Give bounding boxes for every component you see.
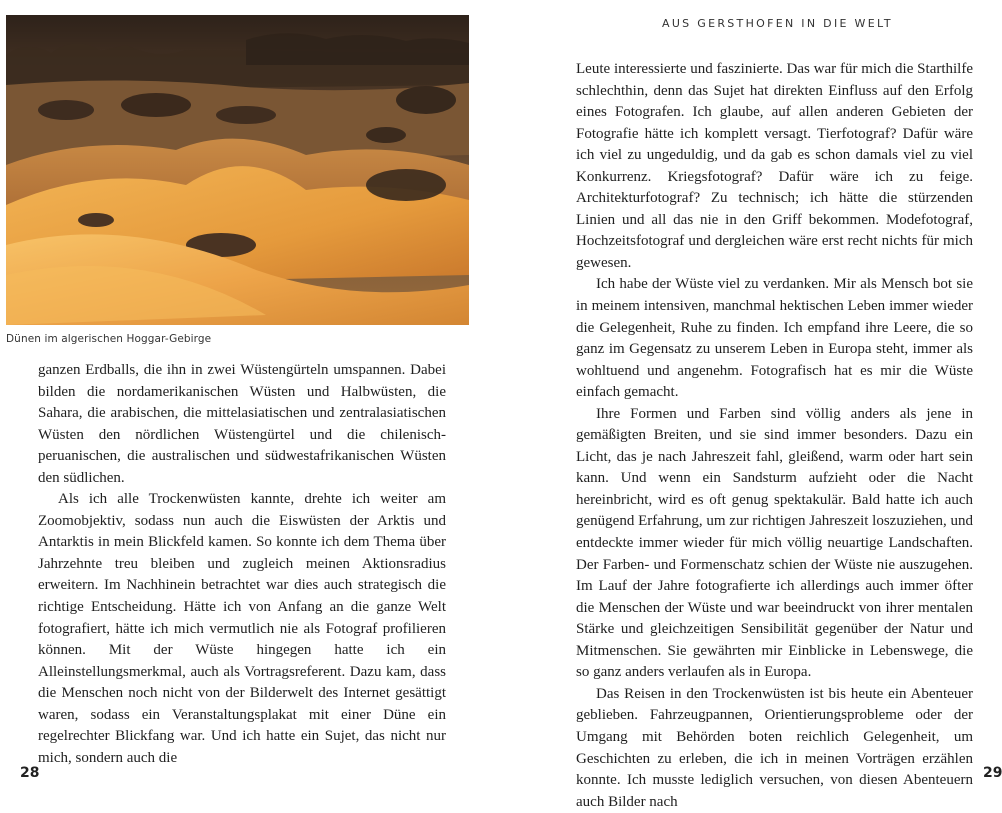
paragraph: Ich habe der Wüste viel zu verdanken. Mir als Mensch bot sie in meinem intensiven, manchmal hektischen Leben immer wieder die Gelegenheit, Ruhe zu finden. Ich empfand ihre Leere, die so ganz im Gegensatz zu unserem Leben in Europa steht, immer als wohltuend und angenehm. Fotografisch hat es mir die Wüste einfach gemacht. <box>576 276 973 401</box>
paragraph: Leute interessierte und faszinierte. Das war für mich die Starthilfe schlechthin, denn das Sujet hat direkten Einfluss auf den Erfolg eines Fotografen. Ich glaube, auf allen anderen Gebieten der Fotografie hätte ich komplett versagt. Tierfotograf? Dafür wäre ich viel zu ungeduldig, und da gab es schon damals viel zu viel Konkurrenz. Kriegsfotograf? Dafür wäre ich zu feige. Architekturfotograf? Zu technisch; ich hätte die stürzenden Linien und all das nie in den Griff bekommen. Modefotograf, Hochzeitsfotograf und dergleichen wäre erst recht nichts für mich gewesen. <box>576 61 973 271</box>
right-page <box>500 0 1002 810</box>
photo-caption: Dünen im algerischen Hoggar-Gebirge <box>6 333 212 345</box>
dunes-illustration <box>6 15 469 325</box>
paragraph: Das Reisen in den Trockenwüsten ist bis heute ein Abenteuer geblieben. Fahrzeugpannen, Orientierungsprobleme oder der Umgang mit Behörden boten reichlich Gelegenheit, um Geschichten zu erleben, die ich in meinen Vorträgen erzählen konnte. Ich musste lediglich versuchen, von diesen Abenteuern auch Bilder nach <box>576 685 973 810</box>
paragraph: Ihre Formen und Farben sind völlig anders als jene in gemäßigten Breiten, und sie sind immer besonders. Dazu ein Licht, das je nach Jahreszeit fahl, gleißend, warm oder hart sein kann. Und wenn ein Sandsturm aufzieht oder die Nacht hereinbricht, wird es oft genug spektakulär. Bald hatte ich auch genügend Erfahrung, um zur richtigen Jahreszeit loszuziehen, und entdeckte immer wieder für mich völlig neuartige Landschaften. Der Farben- und Formenschatz schien der Wüste nie auszugehen. Im Lauf der Jahre fotografierte ich allerdings auch immer öfter die Menschen der Wüste und war beeindruckt von ihrer mentalen Stärke und gleichzeitigen Sensibilität gegenüber der Natur und Mitmenschen. Sie gewährten mir Einblicke in Lebenswege, die so ganz anders verlaufen als in Europa. <box>576 405 973 681</box>
desert-dunes-photo <box>6 15 469 325</box>
running-head: AUS GERSTHOFEN IN DIE WELT <box>662 17 893 30</box>
paragraph: Als ich alle Trockenwüsten kannte, drehte ich weiter am Zoomobjektiv, sodass nun auch die Eiswüsten der Arktis und Antarktis in mein Blickfeld kamen. So konnte ich dem Thema über Jahrzehnte treu bleiben und zugleich meinen Aktionsradius erweitern. Im Nachhinein betrachtet war dies auch strategisch die richtige Entscheidung. Hätte ich von Anfang an die ganze Welt fotografiert, hätte ich mich vermutlich nie als Fotograf profilieren können. Mit der Wüste hingegen hatte ich ein Alleinstellungsmerkmal, auch als Vortragsreferent. Dazu kam, dass die Menschen noch nicht von der Bilderwelt des Internet gesättigt waren, sodass ein Veranstaltungsplakat mit einer Düne ein regelrechter Blickfang war. Und ich hatte ein Sujet, das nicht nur mich, sondern auch die <box>38 491 446 766</box>
left-page <box>0 0 500 800</box>
left-page-body <box>38 360 446 769</box>
page-number-right: 29 <box>983 765 1002 781</box>
paragraph: ganzen Erdballs, die ihn in zwei Wüstengürteln umspannen. Dabei bilden die nordamerikanischen Wüsten und Halbwüsten, die Sahara, die arabischen, die mittelasiatischen und zentralasiatischen Wüsten den nördlichen Wüstengürtel und die chilenisch-peruanischen, die australischen und südwestafrikanischen Wüsten den südlichen. <box>38 362 446 486</box>
right-page-body <box>576 59 973 813</box>
page-number-left: 28 <box>20 765 40 781</box>
